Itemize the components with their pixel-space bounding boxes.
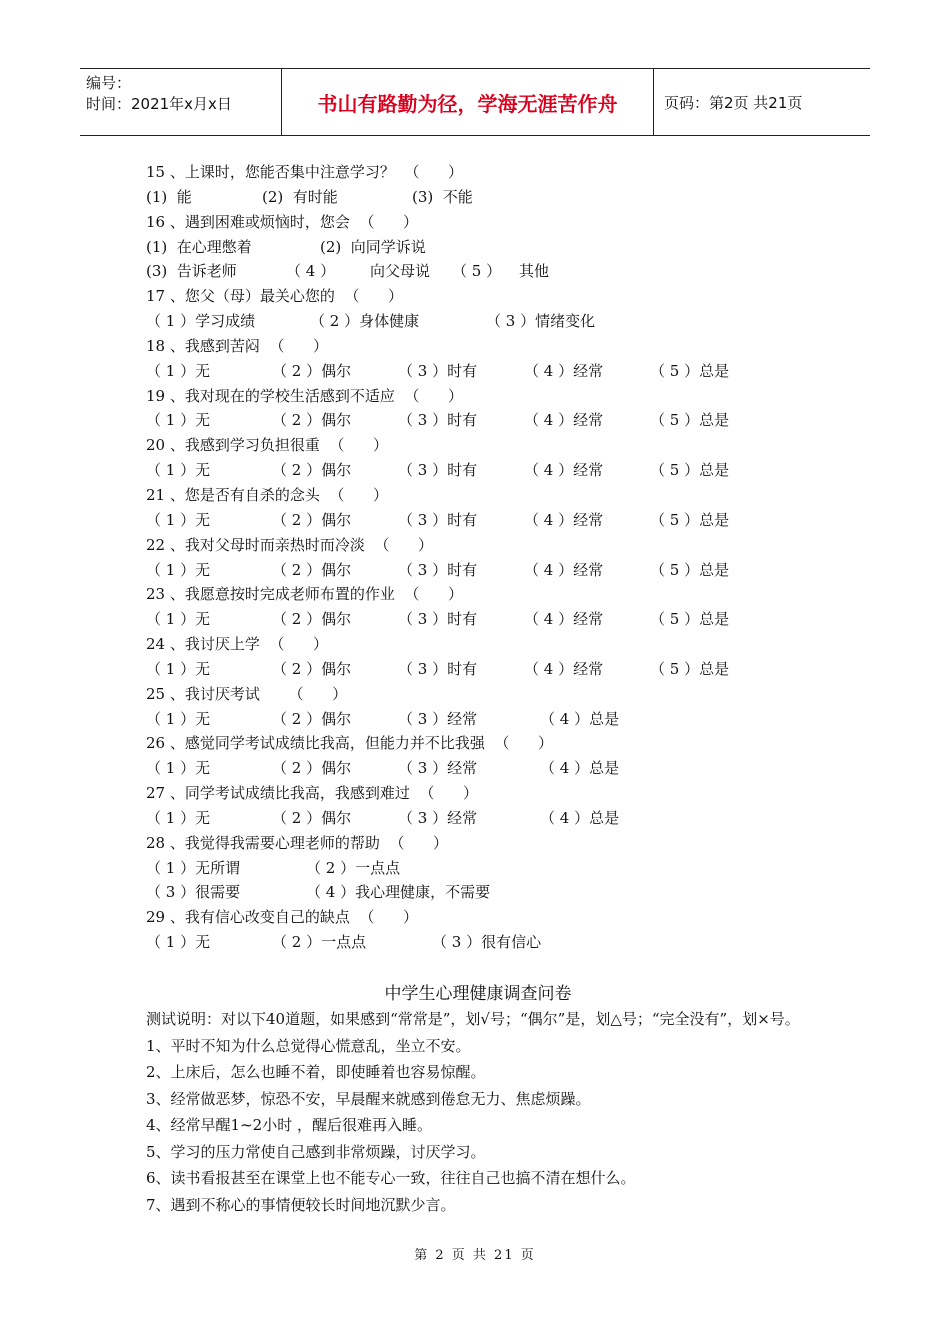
answer-option: （ 1 ）无 (146, 808, 211, 827)
answer-options (146, 806, 810, 831)
answer-options (146, 558, 810, 583)
answer-option: （ 4 ）总是 (540, 808, 620, 827)
answer-option: （ 2 ）身体健康 (310, 312, 420, 331)
answer-option: （ 2 ）偶尔 (272, 411, 352, 430)
survey-items (146, 1033, 810, 1219)
answer-options (146, 408, 810, 433)
answer-option: （ 1 ）无所谓 (146, 858, 241, 877)
answer-options (146, 185, 810, 210)
answer-options (146, 607, 810, 632)
answer-option: （ 4 ）经常 (524, 659, 604, 678)
answer-option: （ 3 ）很需要 (146, 883, 241, 902)
answer-option: （ 1 ）无 (146, 411, 211, 430)
question-text: 15 、上课时，您能否集中注意学习？ （ ） (146, 163, 464, 181)
answer-option: （ 3 ）经常 (398, 808, 478, 827)
answer-options (146, 259, 810, 284)
answer-option: （ 2 ）偶尔 (272, 709, 352, 728)
survey-title: 中学生心理健康调查问卷 (384, 984, 572, 1004)
answer-option: （ 4 ）总是 (540, 759, 620, 778)
answer-option: （ 4 ）经常 (524, 510, 604, 529)
survey-item: 7、遇到不称心的事情便较长时间地沉默少言。 (146, 1195, 456, 1214)
answer-option: （ 3 ）时有 (398, 361, 478, 380)
survey-item: 6、读书看报甚至在课堂上也不能专心一致，往往自己也搞不清在想什么。 (146, 1169, 636, 1187)
answer-option: （ 5 ）总是 (650, 411, 730, 430)
answer-option: （ 2 ）一点点 (272, 933, 367, 952)
answer-option: （ 2 ）偶尔 (272, 510, 352, 529)
answer-options (146, 508, 810, 533)
answer-option: （ 3 ）时有 (398, 411, 478, 430)
answer-options (146, 235, 810, 260)
page-header (80, 68, 870, 136)
answer-options (146, 458, 810, 483)
question-text: 28 、我觉得我需要心理老师的帮助 （ ） (146, 833, 449, 852)
answer-options (146, 930, 810, 955)
answer-option: (1) 在心理憋着 (146, 237, 252, 256)
question-text: 24 、我讨厌上学 （ ） (146, 635, 329, 654)
answer-option: （ 3 ）时有 (398, 610, 478, 629)
survey-section (146, 1006, 810, 1218)
answer-option: （ 2 ）偶尔 (272, 560, 352, 579)
survey-item: 2、上床后，怎么也睡不着，即使睡着也容易惊醒。 (146, 1063, 486, 1081)
question-text: 26 、感觉同学考试成绩比我高，但能力并不比我强 （ ） (146, 734, 554, 753)
question-text: 20 、我感到学习负担很重 （ ） (146, 436, 389, 455)
answer-options (146, 359, 810, 384)
answer-option: （ 1 ）无 (146, 461, 211, 480)
answer-option: 向父母说 (370, 262, 431, 281)
question-text: 27 、同学考试成绩比我高，我感到难过 （ ） (146, 784, 479, 803)
answer-option: （ 4 ）经常 (524, 361, 604, 380)
survey-intro: 测试说明：对以下40道题，如果感到“常常是”，划√号；“偶尔”是，划△号；“完全没有”，划×号。 (146, 1010, 800, 1028)
answer-options (146, 657, 810, 682)
question-text: 18 、我感到苦闷 （ ） (146, 336, 329, 355)
answer-option: （ 4 ） (286, 262, 336, 281)
survey-item: 3、经常做恶梦，惊恐不安，早晨醒来就感到倦怠无力、焦虑烦躁。 (146, 1089, 591, 1108)
header-meta (80, 69, 282, 135)
doc-date-label: 时间：2021年x月x日 (86, 95, 232, 113)
answer-option: （ 3 ）经常 (398, 709, 478, 728)
answer-option: （ 5 ） (452, 262, 502, 281)
answer-option: 其他 (519, 262, 550, 281)
answer-option: （ 3 ）很有信心 (432, 933, 542, 952)
answer-option: (2) 有时能 (262, 187, 338, 206)
answer-option: （ 4 ）总是 (540, 709, 620, 728)
answer-option: （ 5 ）总是 (650, 510, 730, 529)
question-text: 25 、我讨厌考试 （ ） (146, 684, 348, 703)
doc-number-label: 编号： (86, 74, 132, 92)
answer-option: （ 3 ）经常 (398, 759, 478, 778)
answer-option: （ 5 ）总是 (650, 361, 730, 380)
answer-option: （ 5 ）总是 (650, 659, 730, 678)
answer-option: （ 2 ）偶尔 (272, 610, 352, 629)
answer-option: (3) 不能 (412, 187, 473, 206)
question-text: 16 、遇到困难或烦恼时，您会 （ ） (146, 212, 419, 231)
survey-item: 1、平时不知为什么总觉得心慌意乱，坐立不安。 (146, 1036, 471, 1055)
answer-option: （ 1 ）无 (146, 709, 211, 728)
answer-option: （ 3 ）情绪变化 (486, 312, 596, 331)
answer-option: （ 2 ）一点点 (306, 858, 401, 877)
answer-option: （ 1 ）无 (146, 933, 211, 952)
question-text: 29 、我有信心改变自己的缺点 （ ） (146, 908, 419, 927)
question-text: 22 、我对父母时而亲热时而冷淡 （ ） (146, 535, 434, 554)
answer-option: （ 2 ）偶尔 (272, 361, 352, 380)
answer-option: (2) 向同学诉说 (320, 237, 426, 256)
answer-option: （ 2 ）偶尔 (272, 759, 352, 778)
answer-option: （ 1 ）无 (146, 659, 211, 678)
answer-option: （ 2 ）偶尔 (272, 659, 352, 678)
question-text: 23 、我愿意按时完成老师布置的作业 （ ） (146, 585, 464, 604)
answer-option: （ 5 ）总是 (650, 610, 730, 629)
answer-option: （ 4 ）我心理健康，不需要 (306, 883, 491, 902)
answer-option: （ 3 ）时有 (398, 659, 478, 678)
answer-option: （ 4 ）经常 (524, 610, 604, 629)
header-motto: 书山有路勤为径，学海无涯苦作舟 (282, 69, 654, 135)
answer-option: （ 5 ）总是 (650, 461, 730, 480)
answer-options (146, 756, 810, 781)
answer-option: （ 1 ）无 (146, 510, 211, 529)
answer-option: （ 3 ）时有 (398, 461, 478, 480)
question-text: 21 、您是否有自杀的念头 （ ） (146, 485, 389, 504)
answer-option: （ 1 ）无 (146, 759, 211, 778)
answer-option: (1) 能 (146, 187, 192, 206)
question-list (146, 160, 810, 955)
survey-item: 5、学习的压力常使自己感到非常烦躁，讨厌学习。 (146, 1142, 486, 1161)
answer-option: （ 5 ）总是 (650, 560, 730, 579)
answer-options (146, 856, 810, 881)
answer-option: （ 4 ）经常 (524, 411, 604, 430)
answer-option: （ 1 ）无 (146, 361, 211, 380)
answer-option: （ 4 ）经常 (524, 560, 604, 579)
answer-option: （ 4 ）经常 (524, 461, 604, 480)
answer-option: （ 3 ）时有 (398, 510, 478, 529)
survey-item: 4、经常早醒1~2小时 ，醒后很难再入睡。 (146, 1116, 432, 1134)
answer-options (146, 309, 810, 334)
answer-option: （ 1 ）无 (146, 560, 211, 579)
answer-options (146, 707, 810, 732)
answer-option: (3) 告诉老师 (146, 262, 237, 281)
answer-option: （ 2 ）偶尔 (272, 808, 352, 827)
question-text: 17 、您父（母）最关心您的 （ ） (146, 287, 404, 306)
answer-option: （ 1 ）无 (146, 610, 211, 629)
question-text: 19 、我对现在的学校生活感到不适应 （ ） (146, 386, 464, 405)
answer-option: （ 3 ）时有 (398, 560, 478, 579)
page-footer: 第 2 页 共 21 页 (414, 1248, 536, 1263)
answer-option: （ 1 ）学习成绩 (146, 312, 256, 331)
answer-options (146, 880, 810, 905)
header-page-info: 页码：第2页 共21页 (664, 93, 803, 112)
answer-option: （ 2 ）偶尔 (272, 461, 352, 480)
